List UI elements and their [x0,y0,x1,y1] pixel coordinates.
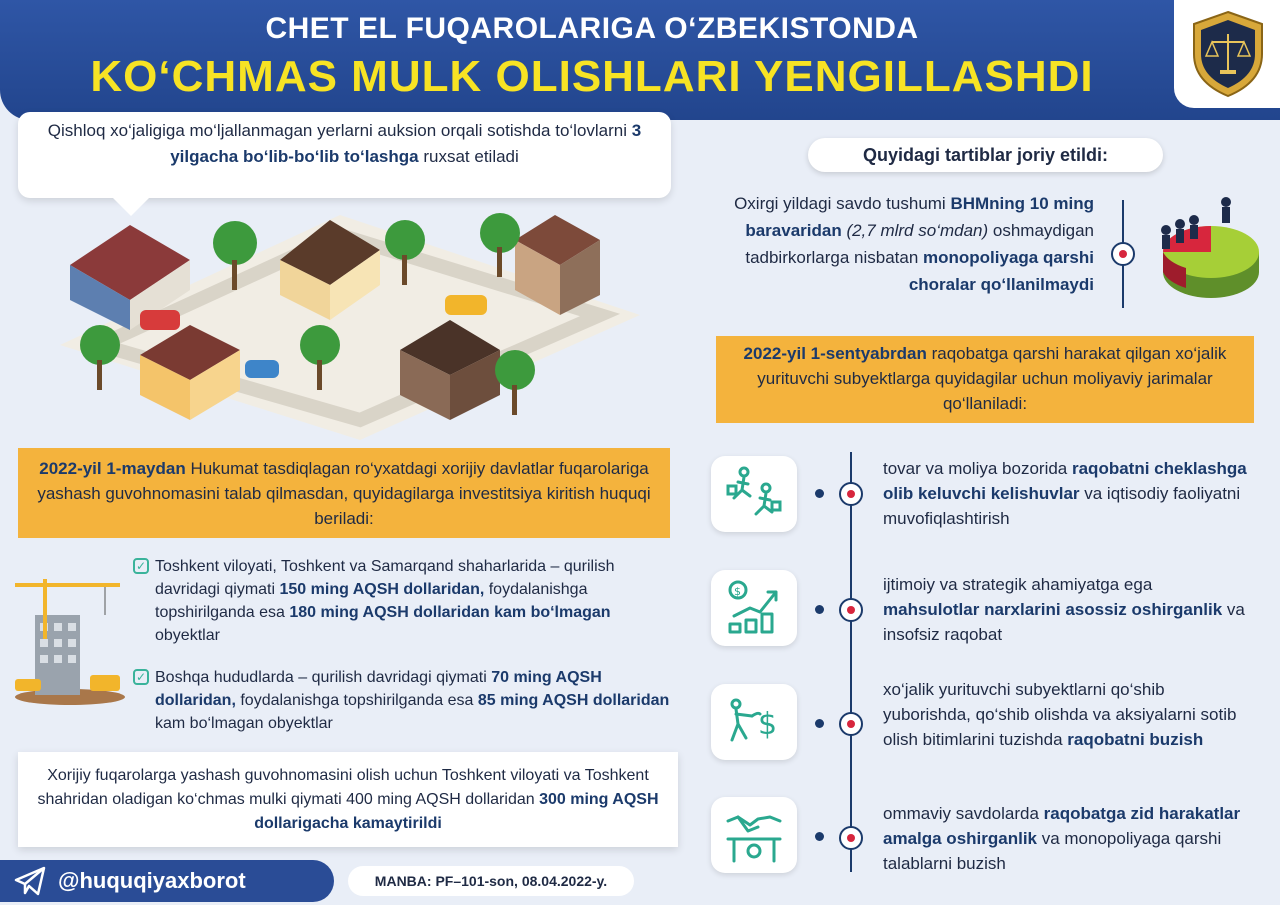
auction-payment-bubble [18,112,671,198]
item-bold: 180 ming AQSH dollaridan kam bo‘lmagan [289,604,611,621]
may-2022-box [18,448,670,538]
row-text [883,572,1253,647]
monopoly-text [700,190,1094,298]
item-bold: 150 ming AQSH dollaridan, [279,581,485,598]
svg-text:$: $ [758,707,778,742]
row-icon-card [711,570,797,646]
residence-permit-note [18,752,678,847]
row-dot [815,719,824,728]
item-bold: 70 ming AQSH dollaridan, [155,669,602,709]
row-text-c: va insofsiz raqobat [883,600,1245,644]
item-text: kam bo‘lmagan obyektlar [155,715,333,732]
item-text: foydalanishga topshirilganda esa [155,581,588,621]
bubble-text-bold: 3 yilgacha bo‘lib-bo‘lib to‘lashga [170,121,642,166]
row-text-b: raqobatni buzish [1067,730,1204,749]
note-text: Xorijiy fuqarolarga yashash guvohnomasini olish uchun Toshkent viloyati va Toshkent shahridan oladigan ko‘chmas mulki qiymati 400 ming AQSH dollaridan [37,767,649,808]
sept-date: 2022-yil 1-sentyabrdan [743,344,927,363]
logo-container [1174,0,1280,108]
title-line-2: KO‘CHMAS MULK OLISHLARI YENGILLASHDI [90,52,1094,101]
row-text [883,456,1253,531]
row-text [883,677,1253,752]
may-text: Hukumat tasdiqlagan ro‘yxatdagi xorijiy davlatlar fuqarolariga yashash guvohnomasini talab qilmasdan, quyidagilarga investitsiya kiritish huquqi beriladi: [37,459,651,528]
note-bold: 300 ming AQSH dollarigacha kamaytirildi [254,791,659,832]
row-text-a: tovar va moliya bozorida [883,459,1072,478]
row-text-a: ijtimoiy va strategik ahamiyatga ega [883,575,1153,594]
item-text: Boshqa hududlarda – qurilish davridagi qiymati [155,669,492,686]
item-text: Toshkent viloyati, Toshkent va Samarqand shaharlarida – qurilish davridagi qiymati [155,558,615,598]
row-dot [815,832,824,841]
item-text: obyektlar [155,627,220,644]
telegram-channel-link[interactable] [0,860,334,902]
row-dot [815,605,824,614]
fines-timeline [850,452,852,872]
mono-text-e: monopoliyaga qarshi choralar qo‘llanilmaydi [908,248,1094,294]
bubble-text-end: ruxsat etiladi [418,147,519,166]
row-dot [815,489,824,498]
telegram-icon [14,866,46,896]
row-icon-card [711,797,797,873]
row-text [883,801,1253,876]
row-text-c: va monopoliyaga qarshi talablarni buzish [883,829,1222,873]
bubble-text-start: Qishloq xo‘jaligiga mo‘ljallanmagan yerlarni auksion orqali sotishda to‘lovlarni [47,121,632,140]
item-bold: 85 ming AQSH dollaridan [477,692,670,709]
row-text-a: ommaviy savdolarda [883,804,1044,823]
price-growth-icon [724,578,784,638]
row-text-b: raqobatni cheklashga olib keluvchi kelishuvlar [883,459,1247,503]
check-icon: ✓ [133,558,149,574]
row-marker [839,712,863,736]
row-icon-card [711,684,797,760]
row-marker [839,598,863,622]
channel-handle: @huquqiyaxborot [58,868,246,893]
handshake-deal-icon [724,805,784,865]
mono-text-c: (2,7 mlrd so‘mdan) [841,221,989,240]
intro-pill: Quyidagi tartiblar joriy etildi: [808,138,1163,172]
pulling-dollar-icon [724,692,784,752]
title-line-1: CHET EL FUQAROLARIGA O‘ZBEKISTONDA [265,12,919,45]
mono-text-b: BHMning 10 ming baravaridan [745,194,1094,240]
market-share-pie-icon [1146,190,1261,310]
list-item [135,666,675,735]
item-text: foydalanishga topshirilganda esa [235,692,478,709]
row-marker [839,482,863,506]
list-item [135,555,675,647]
row-text-b: mahsulotlar narxlarini asossiz oshirganlik [883,600,1223,619]
construction-crane-icon [10,575,125,705]
row-marker [839,826,863,850]
houses-illustration [40,205,660,440]
running-people-icon [724,464,784,524]
mono-text-a: Oxirgi yildagi savdo tushumi [734,194,951,213]
header-banner [0,0,1280,120]
justice-emblem-icon [1188,10,1268,98]
september-2022-box [716,336,1254,423]
row-text-b: raqobatga zid harakatlar amalga oshirganlik [883,804,1241,848]
row-text-a: xo‘jalik yurituvchi subyektlarni qo‘shib yuborishda, qo‘shib olishda va aksiyalarni sotib olish bitimlarini tuzishda [883,680,1237,749]
svg-text:$: $ [734,585,741,598]
monopoly-marker [1111,242,1135,266]
source-label: MANBA: PF–101-son, 08.04.2022-y. [348,866,634,896]
may-date: 2022-yil 1-maydan [39,459,186,478]
sept-text: raqobatga qarshi harakat qilgan xo‘jalik yurituvchi subyektlarga quyidagilar uchun moliyaviy jarimalar qo‘llaniladi: [757,344,1227,413]
check-icon: ✓ [133,669,149,685]
mono-text-d: oshmaydigan tadbirkorlarga nisbatan [745,221,1094,267]
row-icon-card [711,456,797,532]
row-text-c: va iqtisodiy faoliyatni muvofiqlashtirish [883,484,1241,528]
